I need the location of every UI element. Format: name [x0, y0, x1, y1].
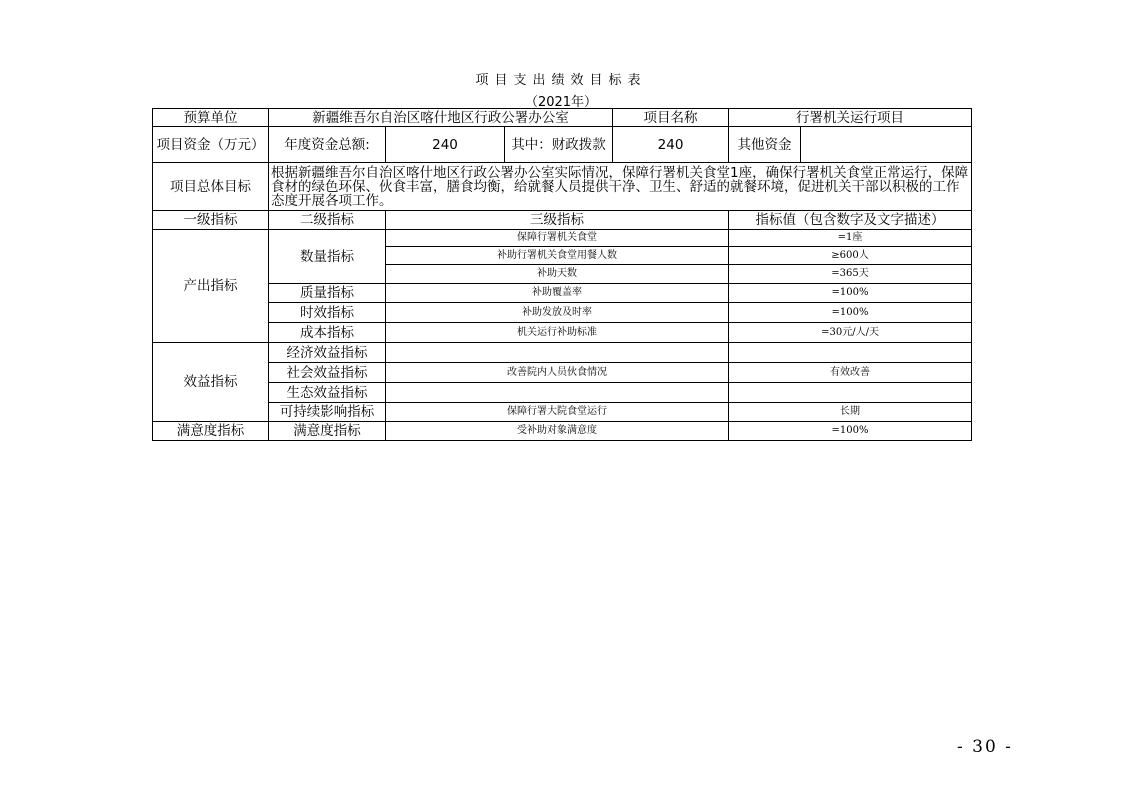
indicator-value: =30元/人/天 [729, 323, 972, 343]
benefit-indicator-label: 效益指标 [153, 343, 269, 422]
table-subtitle: （2021年） [524, 95, 598, 110]
ecological-benefit-label: 生态效益指标 [269, 383, 386, 403]
overall-goal-label: 项目总体目标 [153, 163, 269, 211]
overall-goal-text: 根据新疆维吾尔自治区喀什地区行政公署办公室实际情况，保障行署机关食堂1座，确保行署机关食堂正常运行，保障食材的绿色环保、伙食丰富，膳食均衡，给就餐人员提供干净、卫生、舒适的就餐环境，促进机关干部以积极的工作态度开展各项工作。 [269, 163, 972, 211]
level2-header: 二级指标 [269, 211, 386, 230]
indicator-value [729, 383, 972, 403]
table-row [153, 422, 972, 441]
table-row [153, 363, 972, 383]
performance-goal-table [152, 108, 972, 441]
indicator-name: 保障行署机关食堂 [386, 230, 729, 247]
satisfaction-indicator-label: 满意度指标 [153, 422, 269, 441]
table-row [153, 284, 972, 303]
fiscal-allocation-value: 240 [613, 127, 729, 163]
indicator-value: =100% [729, 303, 972, 323]
indicator-value: =100% [729, 284, 972, 303]
indicator-value: 长期 [729, 403, 972, 422]
budget-unit-value: 新疆维吾尔自治区喀什地区行政公署办公室 [269, 109, 613, 127]
project-name-label: 项目名称 [613, 109, 729, 127]
timeliness-indicator-label: 时效指标 [269, 303, 386, 323]
indicator-name: 改善院内人员伙食情况 [386, 363, 729, 383]
page-number: - 30 - [957, 737, 1013, 757]
table-row [153, 323, 972, 343]
indicator-value: ≥600人 [729, 247, 972, 265]
funds-row [153, 127, 972, 163]
indicator-value: =1座 [729, 230, 972, 247]
indicator-name: 补助发放及时率 [386, 303, 729, 323]
other-funds-label: 其他资金 [729, 127, 801, 163]
table-row [153, 403, 972, 422]
indicator-name: 受补助对象满意度 [386, 422, 729, 441]
table-row [153, 383, 972, 403]
indicator-value: =100% [729, 422, 972, 441]
indicator-name: 保障行署大院食堂运行 [386, 403, 729, 422]
indicator-name: 补助天数 [386, 265, 729, 284]
level1-header: 一级指标 [153, 211, 269, 230]
sustainable-impact-label: 可持续影响指标 [269, 403, 386, 422]
table-row [153, 230, 972, 247]
table-title: 项目支出绩效目标表 [475, 73, 647, 88]
indicator-value [729, 343, 972, 363]
output-indicator-label: 产出指标 [153, 230, 269, 343]
header-row [153, 109, 972, 127]
project-funds-label: 项目资金（万元） [153, 127, 269, 163]
table-row [153, 303, 972, 323]
indicator-name [386, 383, 729, 403]
cost-indicator-label: 成本指标 [269, 323, 386, 343]
satisfaction-sub-label: 满意度指标 [269, 422, 386, 441]
quantity-indicator-label: 数量指标 [269, 230, 386, 284]
overall-goal-row [153, 163, 972, 211]
column-header-row [153, 211, 972, 230]
level3-header: 三级指标 [386, 211, 729, 230]
value-header: 指标值（包含数字及文字描述） [729, 211, 972, 230]
other-funds-value [801, 127, 972, 163]
economic-benefit-label: 经济效益指标 [269, 343, 386, 363]
annual-total-label: 年度资金总额: [269, 127, 386, 163]
budget-unit-label: 预算单位 [153, 109, 269, 127]
social-benefit-label: 社会效益指标 [269, 363, 386, 383]
indicator-value: 有效改善 [729, 363, 972, 383]
indicator-name: 补助覆盖率 [386, 284, 729, 303]
quality-indicator-label: 质量指标 [269, 284, 386, 303]
indicator-name: 机关运行补助标准 [386, 323, 729, 343]
indicator-value: =365天 [729, 265, 972, 284]
fiscal-allocation-label: 其中：财政拨款 [505, 127, 613, 163]
table-row [153, 343, 972, 363]
project-name-value: 行署机关运行项目 [729, 109, 972, 127]
annual-total-value: 240 [386, 127, 505, 163]
indicator-name: 补助行署机关食堂用餐人数 [386, 247, 729, 265]
indicator-name [386, 343, 729, 363]
